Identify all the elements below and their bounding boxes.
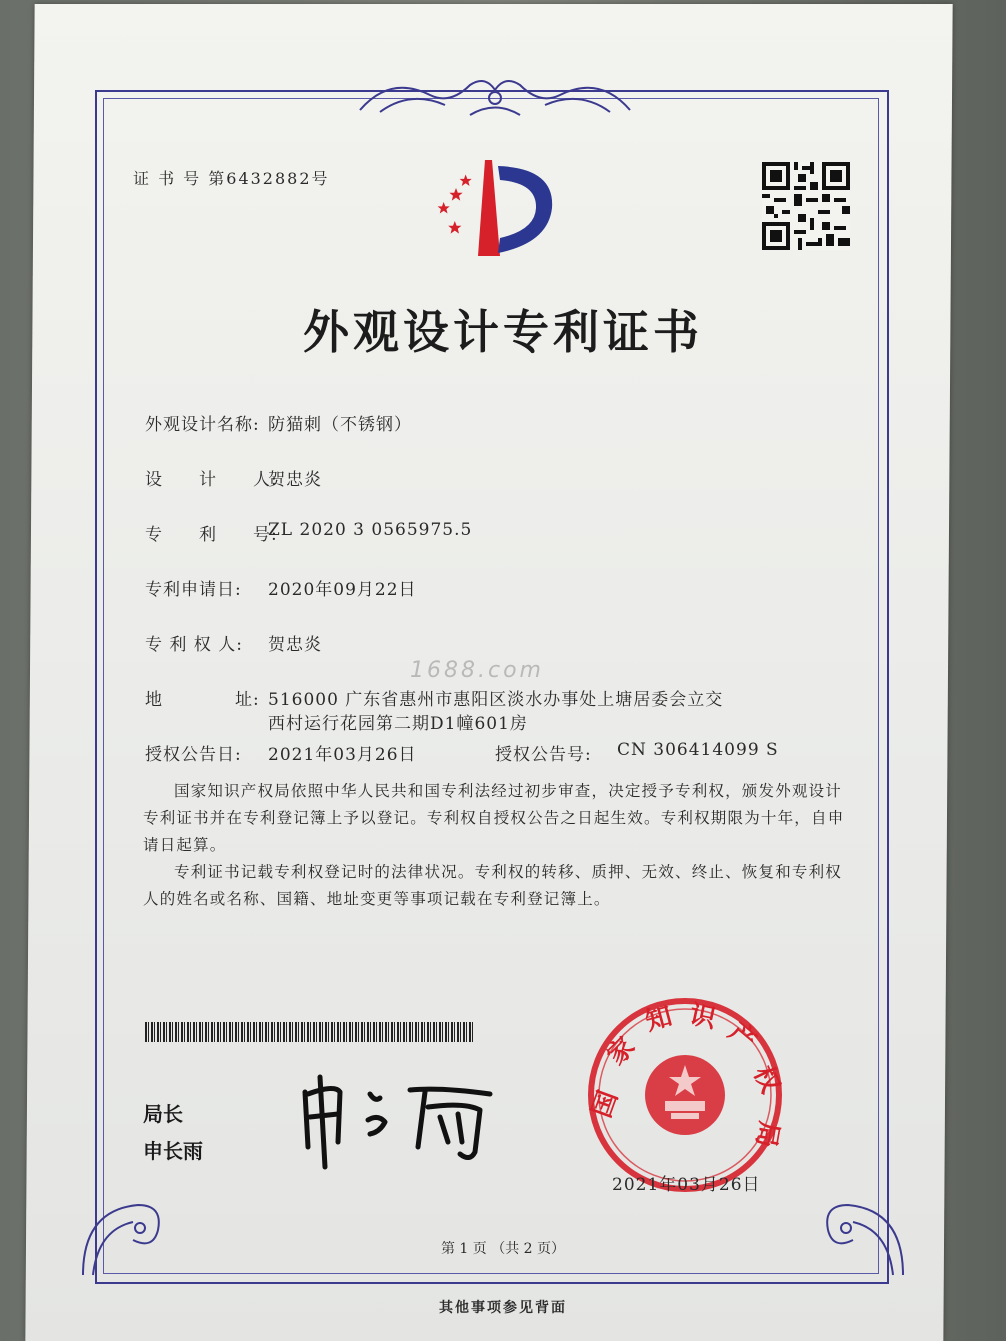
- footer-note: 其他事项参见背面: [439, 1300, 567, 1316]
- design-name-label: 外观设计名称:: [145, 415, 260, 435]
- svg-text:家: 家: [601, 1031, 642, 1072]
- patentee-value: 贺忠炎: [268, 635, 322, 655]
- director-signature: [290, 1072, 510, 1172]
- announcement-date-value: 2021年03月26日: [268, 745, 417, 765]
- director-name: 申长雨: [143, 1139, 203, 1163]
- patent-logo-icon: [420, 158, 560, 258]
- announcement-number-label: 授权公告号:: [495, 745, 592, 765]
- address-line-2: 西村运行花园第二期D1幢601房: [268, 714, 528, 734]
- patent-number-value: ZL 2020 3 0565975.5: [268, 520, 473, 540]
- announcement-date-label: 授权公告日:: [145, 745, 242, 765]
- top-ornament: [350, 70, 640, 120]
- patentee-label: 专 利 权 人:: [145, 635, 243, 655]
- address-label: 地 址:: [145, 690, 260, 710]
- legal-paragraph-1: 国家知识产权局依照中华人民共和国专利法经过初步审查，决定授予专利权，颁发外观设计专利证书并在专利登记簿上予以登记。专利权自授权公告之日起生效。专利权期限为十年，自申请日起算。: [143, 782, 845, 854]
- svg-text:识: 识: [686, 999, 719, 1035]
- page-indicator: 第 1 页 （共 2 页）: [440, 1241, 566, 1257]
- designer-value: 贺忠炎: [268, 470, 322, 490]
- patent-number-label: 专 利 号:: [145, 525, 278, 545]
- svg-text:产: 产: [722, 1017, 762, 1057]
- designer-label: 设 计 人:: [145, 470, 278, 490]
- watermark: 1688.com: [410, 658, 544, 683]
- svg-text:知: 知: [642, 1001, 676, 1038]
- filing-date-label: 专利申请日:: [145, 580, 242, 600]
- seal-date: 2021年03月26日: [612, 1175, 761, 1195]
- svg-text:权: 权: [747, 1061, 785, 1098]
- national-emblem-icon: [645, 1055, 725, 1135]
- bottom-left-ornament: [78, 1190, 168, 1280]
- qr-code-icon: [762, 162, 850, 250]
- barcode: [145, 1022, 475, 1042]
- legal-paragraph-2: 专利证书记载专利权登记时的法律状况。专利权的转移、质押、无效、终止、恢复和专利权人的姓名或名称、国籍、地址变更等事项记载在专利登记簿上。: [143, 863, 843, 908]
- address-line-1: 516000 广东省惠州市惠阳区淡水办事处上塘居委会立交: [268, 690, 724, 710]
- design-name-value: 防猫刺（不锈钢）: [268, 415, 412, 435]
- svg-text:局: 局: [749, 1118, 784, 1150]
- certificate-title: 外观设计专利证书: [303, 305, 703, 359]
- announcement-number-value: CN 306414099 S: [617, 740, 779, 760]
- official-seal: [585, 995, 785, 1195]
- certificate-number: 证 书 号 第6432882号: [133, 169, 330, 188]
- filing-date-value: 2020年09月22日: [268, 580, 417, 600]
- bottom-right-ornament: [818, 1190, 908, 1280]
- director-title: 局长: [143, 1102, 183, 1126]
- svg-text:国: 国: [586, 1086, 625, 1122]
- legal-text: [143, 778, 855, 913]
